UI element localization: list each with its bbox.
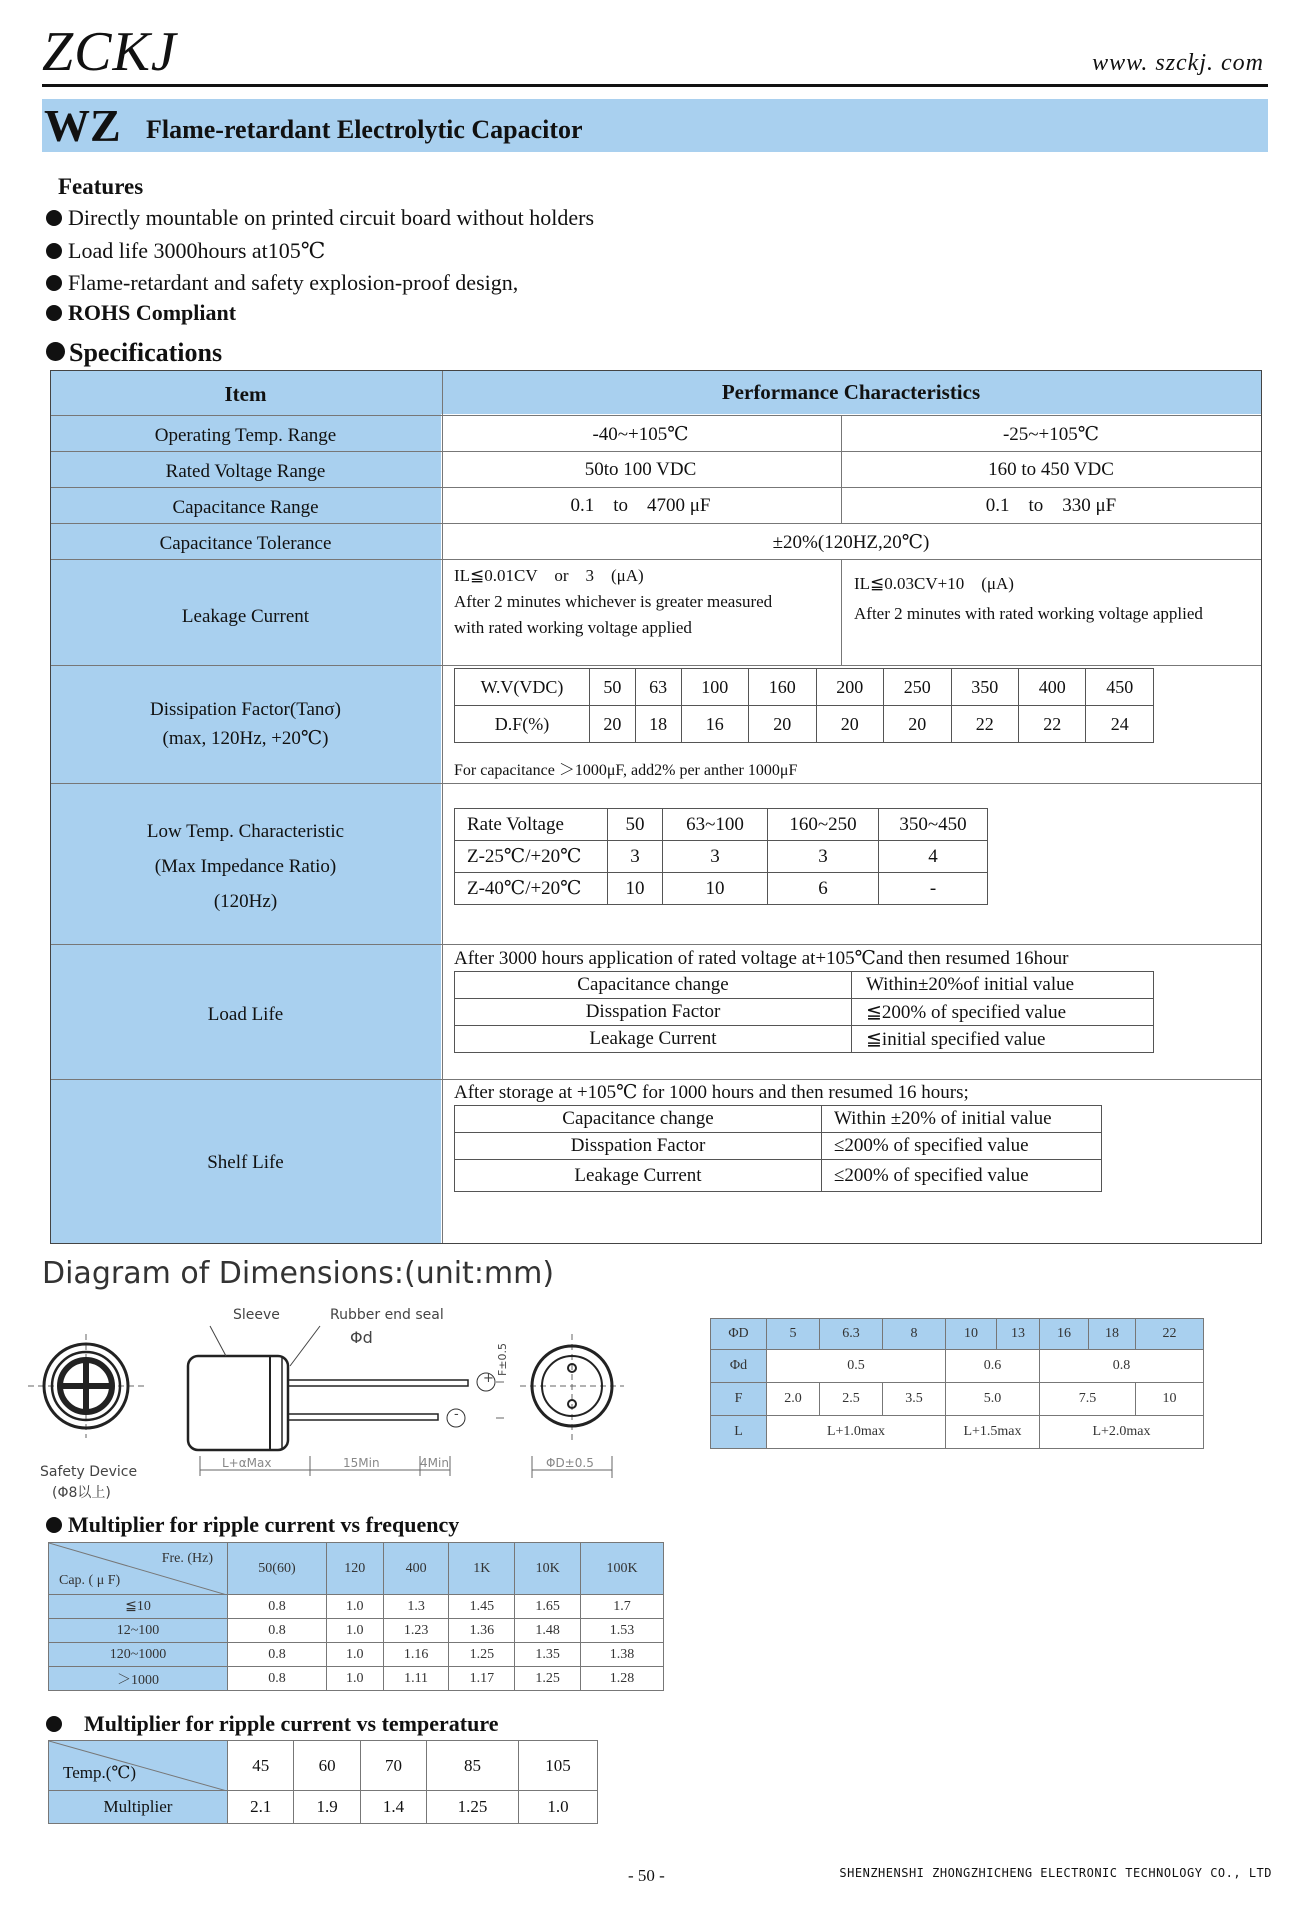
shelf-life-cell: Leakage Current <box>455 1160 822 1192</box>
bullet-icon <box>46 243 62 259</box>
df-label: D.F(%) <box>455 706 590 743</box>
label-sleeve: Sleeve <box>233 1307 280 1323</box>
ripple-cell: 1.53 <box>581 1619 664 1643</box>
dim-header: ΦD <box>711 1319 767 1350</box>
shelf-life-cell: ≤200% of specified value <box>822 1160 1102 1192</box>
ripple-cell: 1.48 <box>515 1619 581 1643</box>
row-label-lowtemp: Low Temp. Characteristic <box>146 821 345 842</box>
header-rule <box>42 84 1268 87</box>
lowtemp-cell: 4 <box>879 841 988 873</box>
wv-cell: 450 <box>1086 669 1154 706</box>
lowtemp-cell: Rate Voltage <box>455 809 608 841</box>
lowtemp-cell: - <box>879 873 988 905</box>
leakage-a-formula: IL≦0.01CV or 3 (μA) <box>454 566 644 585</box>
ripple-cell: 1.25 <box>515 1667 581 1691</box>
wv-cell: 160 <box>749 669 816 706</box>
load-life-intro: After 3000 hours application of rated voltage at+105℃and then resumed 16hour <box>454 948 1069 969</box>
dim-f-cell: 7.5 <box>1040 1383 1136 1416</box>
dim-d-cell: 10 <box>946 1319 997 1350</box>
dim-d-cell: 6.3 <box>820 1319 883 1350</box>
fre-label: Fre. (Hz) <box>161 1551 213 1566</box>
series-title: Flame-retardant Electrolytic Capacitor <box>146 115 583 144</box>
bullet-icon <box>46 342 65 361</box>
ripple-cell: 1.38 <box>581 1643 664 1667</box>
lowtemp-cell: 160~250 <box>768 809 879 841</box>
lowtemp-cell: 3 <box>663 841 768 873</box>
ripple-cell: 0.8 <box>228 1667 327 1691</box>
wv-cell: 50 <box>590 669 636 706</box>
feature-item: Flame-retardant and safety explosion-proof design, <box>46 270 518 296</box>
ripple-cell: 1.65 <box>515 1595 581 1619</box>
dim-header: F <box>711 1383 767 1416</box>
df-table <box>454 668 1154 743</box>
temp-header: 70 <box>360 1741 426 1791</box>
op-temp-a: -40~+105℃ <box>592 424 689 445</box>
specifications-heading: Specifications <box>46 338 222 368</box>
df-cell: 16 <box>681 706 748 743</box>
df-cell: 20 <box>816 706 883 743</box>
shelf-life-cell: Capacitance change <box>455 1106 822 1133</box>
temp-label: Temp.(℃) <box>63 1763 137 1782</box>
cap-range-b: 0.1 to 330 μF <box>985 495 1117 516</box>
load-life-cell: Disspation Factor <box>455 999 852 1026</box>
ripple-cell: 0.8 <box>228 1595 327 1619</box>
wv-cell: 350 <box>951 669 1018 706</box>
label-15min: 15Min <box>343 1456 380 1470</box>
temp-header: 45 <box>228 1741 294 1791</box>
dim-d-cell: 16 <box>1040 1319 1089 1350</box>
label-4min: 4Min <box>420 1456 449 1470</box>
ripple-cell: 1.0 <box>326 1619 383 1643</box>
row-label-cap-range: Capacitance Range <box>172 497 319 518</box>
title-banner <box>42 99 1268 152</box>
ripple-cell: 1.28 <box>581 1667 664 1691</box>
side-view <box>188 1326 504 1476</box>
dim-d-cell: 8 <box>883 1319 946 1350</box>
lowtemp-cell: 63~100 <box>663 809 768 841</box>
row-label-cap-tol: Capacitance Tolerance <box>159 533 332 554</box>
wv-cell: 400 <box>1018 669 1085 706</box>
df-cell: 20 <box>590 706 636 743</box>
multiplier-cell: 2.1 <box>228 1791 294 1824</box>
row-label-lowtemp-freq: (120Hz) <box>213 891 278 912</box>
rated-voltage-a: 50to 100 VDC <box>584 459 697 480</box>
freq-header: 1K <box>449 1543 515 1595</box>
lowtemp-cell: 10 <box>663 873 768 905</box>
row-label-df-sub: (max, 120Hz, +20℃) <box>162 728 329 749</box>
dim-wire-cell: 0.5 <box>767 1350 946 1383</box>
label-safety-device: Safety Device <box>40 1464 138 1480</box>
bullet-icon <box>46 275 62 291</box>
label-safety-device-size: (Φ8以上) <box>52 1485 111 1501</box>
wv-cell: 100 <box>681 669 748 706</box>
load-life-cell: Within±20%of initial value <box>852 972 1154 999</box>
freq-header: 50(60) <box>228 1543 327 1595</box>
cap-row-label: 12~100 <box>49 1619 228 1643</box>
cap-tol-value: ±20%(120HZ,20℃) <box>772 532 930 553</box>
lowtemp-table <box>454 808 988 905</box>
wv-cell: 200 <box>816 669 883 706</box>
ripple-cell: 1.17 <box>449 1667 515 1691</box>
lowtemp-cell: 50 <box>608 809 663 841</box>
website-url[interactable]: www. szckj. com <box>1092 50 1264 76</box>
multiplier-label: Multiplier <box>49 1791 228 1824</box>
temp-corner <box>49 1741 228 1791</box>
freq-header: 120 <box>326 1543 383 1595</box>
dim-f-cell: 2.0 <box>767 1383 820 1416</box>
dim-f-cell: 3.5 <box>883 1383 946 1416</box>
cap-label: Cap. ( μ F) <box>59 1573 121 1588</box>
ripple-freq-heading: Multiplier for ripple current vs frequency <box>46 1512 459 1538</box>
dim-wire-cell: 0.8 <box>1040 1350 1204 1383</box>
row-label-op-temp: Operating Temp. Range <box>154 425 337 446</box>
cap-row-label: ≦10 <box>49 1595 228 1619</box>
ripple-cell: 1.25 <box>449 1643 515 1667</box>
wv-label: W.V(VDC) <box>455 669 590 706</box>
wv-cell: 250 <box>884 669 951 706</box>
wv-cell: 63 <box>635 669 681 706</box>
ripple-temp-table <box>48 1740 598 1824</box>
dim-d-cell: 13 <box>997 1319 1040 1350</box>
ripple-cell: 0.8 <box>228 1619 327 1643</box>
label-rubber-seal: Rubber end seal <box>330 1307 444 1323</box>
dim-f-cell: 5.0 <box>946 1383 1040 1416</box>
cap-row-label: ＞1000 <box>49 1667 228 1691</box>
load-life-cell: Leakage Current <box>455 1026 852 1053</box>
dim-d-cell: 18 <box>1089 1319 1136 1350</box>
leakage-a-line3: with rated working voltage applied <box>454 618 692 637</box>
df-cell: 24 <box>1086 706 1154 743</box>
freq-header: 400 <box>383 1543 449 1595</box>
label-f: F±0.5 <box>496 1342 509 1376</box>
lowtemp-cell: 3 <box>768 841 879 873</box>
ripple-cell: 1.11 <box>383 1667 449 1691</box>
dim-header: Φd <box>711 1350 767 1383</box>
freq-header: 100K <box>581 1543 664 1595</box>
lowtemp-cell: 350~450 <box>879 809 988 841</box>
lowtemp-cell: Z-25℃/+20℃ <box>455 841 608 873</box>
lowtemp-cell: 6 <box>768 873 879 905</box>
ripple-cell: 1.0 <box>326 1667 383 1691</box>
page-number: - 50 - <box>628 1866 665 1885</box>
label-minus: - <box>454 1407 459 1422</box>
dim-wire-cell: 0.6 <box>946 1350 1040 1383</box>
dim-f-cell: 10 <box>1136 1383 1204 1416</box>
ripple-cell: 1.3 <box>383 1595 449 1619</box>
feature-item: Load life 3000hours at105℃ <box>46 238 325 264</box>
row-label-df: Dissipation Factor(Tanσ) <box>150 699 341 720</box>
dim-l-cell: L+1.5max <box>946 1416 1040 1449</box>
leakage-b-line2: After 2 minutes with rated working voltage applied <box>854 604 1203 623</box>
row-label-leakage: Leakage Current <box>181 606 310 627</box>
ripple-cell: 1.36 <box>449 1619 515 1643</box>
ripple-freq-table <box>48 1542 664 1691</box>
freq-header: 10K <box>515 1543 581 1595</box>
bullet-icon <box>46 1716 62 1732</box>
label-phid: Φd <box>350 1328 373 1347</box>
series-code: WZ <box>44 100 121 151</box>
df-cell: 22 <box>951 706 1018 743</box>
cap-range-a: 0.1 to 4700 μF <box>570 495 711 516</box>
df-cell: 22 <box>1018 706 1085 743</box>
row-label-load-life: Load Life <box>207 1004 284 1025</box>
lowtemp-cell: Z-40℃/+20℃ <box>455 873 608 905</box>
multiplier-cell: 1.4 <box>360 1791 426 1824</box>
load-life-cell: Capacitance change <box>455 972 852 999</box>
feature-item: ROHS Compliant <box>46 300 236 326</box>
df-note: For capacitance ＞1000μF, add2% per anther 1000μF <box>454 762 798 779</box>
temp-header: 60 <box>294 1741 360 1791</box>
rated-voltage-b: 160 to 450 VDC <box>988 459 1114 480</box>
ripple-cell: 1.35 <box>515 1643 581 1667</box>
label-lmax: L+αMax <box>222 1456 272 1470</box>
dimensions-heading: Diagram of Dimensions:(unit:mm) <box>42 1256 555 1291</box>
multiplier-cell: 1.0 <box>518 1791 597 1824</box>
lowtemp-cell: 3 <box>608 841 663 873</box>
ripple-freq-corner <box>49 1543 228 1595</box>
ripple-cell: 1.0 <box>326 1643 383 1667</box>
dimension-table <box>710 1318 1204 1449</box>
dim-d-cell: 22 <box>1136 1319 1204 1350</box>
features-heading: Features <box>58 174 144 199</box>
shelf-life-cell: Disspation Factor <box>455 1133 822 1160</box>
df-cell: 20 <box>884 706 951 743</box>
load-life-cell: ≦200% of specified value <box>852 999 1154 1026</box>
shelf-life-cell: Within ±20% of initial value <box>822 1106 1102 1133</box>
shelf-life-table <box>454 1105 1102 1192</box>
company-logo: ZCKJ <box>42 21 177 83</box>
multiplier-cell: 1.25 <box>427 1791 519 1824</box>
load-life-cell: ≦initial specified value <box>852 1026 1154 1053</box>
dim-d-cell: 5 <box>767 1319 820 1350</box>
ripple-cell: 1.7 <box>581 1595 664 1619</box>
temp-header: 105 <box>518 1741 597 1791</box>
row-label-rated-voltage: Rated Voltage Range <box>165 461 326 482</box>
bullet-icon <box>46 1517 62 1533</box>
bullet-icon <box>46 210 62 226</box>
dim-l-cell: L+2.0max <box>1040 1416 1204 1449</box>
cap-row-label: 120~1000 <box>49 1643 228 1667</box>
op-temp-b: -25~+105℃ <box>1002 424 1100 445</box>
dim-l-cell: L+1.0max <box>767 1416 946 1449</box>
ripple-cell: 1.16 <box>383 1643 449 1667</box>
dim-f-cell: 2.5 <box>820 1383 883 1416</box>
leakage-a-line2: After 2 minutes whichever is greater measured <box>454 592 773 611</box>
label-plus: + <box>483 1371 494 1386</box>
temp-header: 85 <box>427 1741 519 1791</box>
dim-header: L <box>711 1416 767 1449</box>
shelf-life-cell: ≤200% of specified value <box>822 1133 1102 1160</box>
safety-device-end-view <box>28 1334 144 1438</box>
col-perf-header: Performance Characteristics <box>721 380 981 404</box>
lowtemp-cell: 10 <box>608 873 663 905</box>
ripple-temp-heading: Multiplier for ripple current vs temperature <box>46 1711 498 1737</box>
df-cell: 20 <box>749 706 816 743</box>
ripple-cell: 1.23 <box>383 1619 449 1643</box>
company-name: SHENZHENSHI ZHONGZHICHENG ELECTRONIC TECHNOLOGY CO., LTD <box>839 1866 1272 1880</box>
bullet-icon <box>46 305 62 321</box>
row-label-shelf-life: Shelf Life <box>207 1152 284 1173</box>
df-cell: 18 <box>635 706 681 743</box>
ripple-cell: 1.0 <box>326 1595 383 1619</box>
leakage-b-formula: IL≦0.03CV+10 (μA) <box>854 574 1014 593</box>
ripple-cell: 1.45 <box>449 1595 515 1619</box>
label-phiD: ΦD±0.5 <box>546 1456 594 1470</box>
load-life-table <box>454 971 1154 1053</box>
ripple-cell: 0.8 <box>228 1643 327 1667</box>
multiplier-cell: 1.9 <box>294 1791 360 1824</box>
col-item-header: Item <box>224 382 267 406</box>
feature-item: Directly mountable on printed circuit board without holders <box>46 205 594 231</box>
row-label-lowtemp-sub: (Max Impedance Ratio) <box>154 856 337 877</box>
shelf-life-intro: After storage at +105℃ for 1000 hours and then resumed 16 hours; <box>454 1082 969 1103</box>
